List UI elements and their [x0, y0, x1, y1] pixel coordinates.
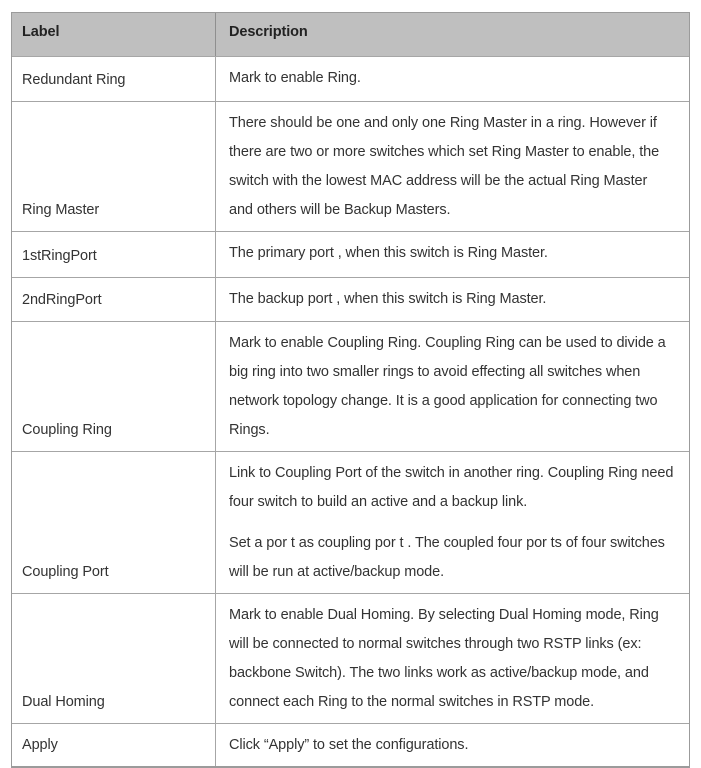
label-text: Redundant Ring [22, 72, 126, 88]
description-cell [216, 322, 689, 451]
label-cell [12, 452, 216, 593]
ring-config-table [11, 12, 690, 768]
header-cell-description [216, 13, 689, 56]
table-header-row [12, 13, 689, 56]
description-cell [216, 594, 689, 723]
label-cell [12, 724, 216, 766]
description-cell [216, 57, 689, 101]
description-paragraph: Link to Coupling Port of the switch in another ring. Coupling Ring need four switch to build an active and a backup link. [229, 465, 674, 510]
description-cell [216, 102, 689, 231]
table-row [12, 723, 689, 766]
label-cell [12, 278, 216, 321]
label-text: Coupling Port [22, 564, 109, 580]
table-row [12, 451, 689, 593]
header-description-text: Description [229, 24, 308, 40]
label-cell [12, 594, 216, 723]
label-text: 2ndRingPort [22, 292, 102, 308]
table-row [12, 101, 689, 231]
description-cell [216, 724, 689, 766]
description-paragraph: Set a por t as coupling por t . The coupled four por ts of four switches will be run at active/backup mode. [229, 535, 665, 580]
table-row [12, 56, 689, 101]
description-paragraph: Mark to enable Coupling Ring. Coupling Ring can be used to divide a big ring into two smaller rings to avoid effecting all switches when network topology change. It is a good application for connecting two Rings. [229, 335, 666, 438]
description-paragraph: There should be one and only one Ring Master in a ring. However if there are two or more switches which set Ring Master to enable, the switch with the lowest MAC address will be the actual Ring Master and others will be Backup Masters. [229, 115, 660, 218]
label-text: Apply [22, 737, 58, 753]
label-text: Dual Homing [22, 694, 105, 710]
header-label-text: Label [22, 24, 60, 40]
header-cell-label [12, 13, 216, 56]
description-paragraph: Mark to enable Dual Homing. By selecting Dual Homing mode, Ring will be connected to normal switches through two RSTP links (ex: backbone Switch). The two links work as active/backup mode, and connect each Ring to the normal switches in RSTP mode. [229, 607, 659, 710]
description-paragraph: Mark to enable Ring. [229, 70, 361, 86]
table-row [12, 321, 689, 451]
description-cell [216, 278, 689, 321]
label-cell [12, 322, 216, 451]
description-cell [216, 232, 689, 277]
description-paragraph: Click “Apply” to set the configurations. [229, 737, 469, 753]
label-text: Ring Master [22, 202, 100, 218]
description-paragraph: The backup port , when this switch is Ring Master. [229, 291, 547, 307]
label-cell [12, 232, 216, 277]
label-cell [12, 57, 216, 101]
description-paragraph: The primary port , when this switch is Ring Master. [229, 245, 548, 261]
label-cell [12, 102, 216, 231]
description-cell [216, 452, 689, 593]
label-text: 1stRingPort [22, 248, 97, 264]
table-row [12, 231, 689, 277]
table-row [12, 593, 689, 723]
label-text: Coupling Ring [22, 422, 112, 438]
table-row [12, 277, 689, 321]
